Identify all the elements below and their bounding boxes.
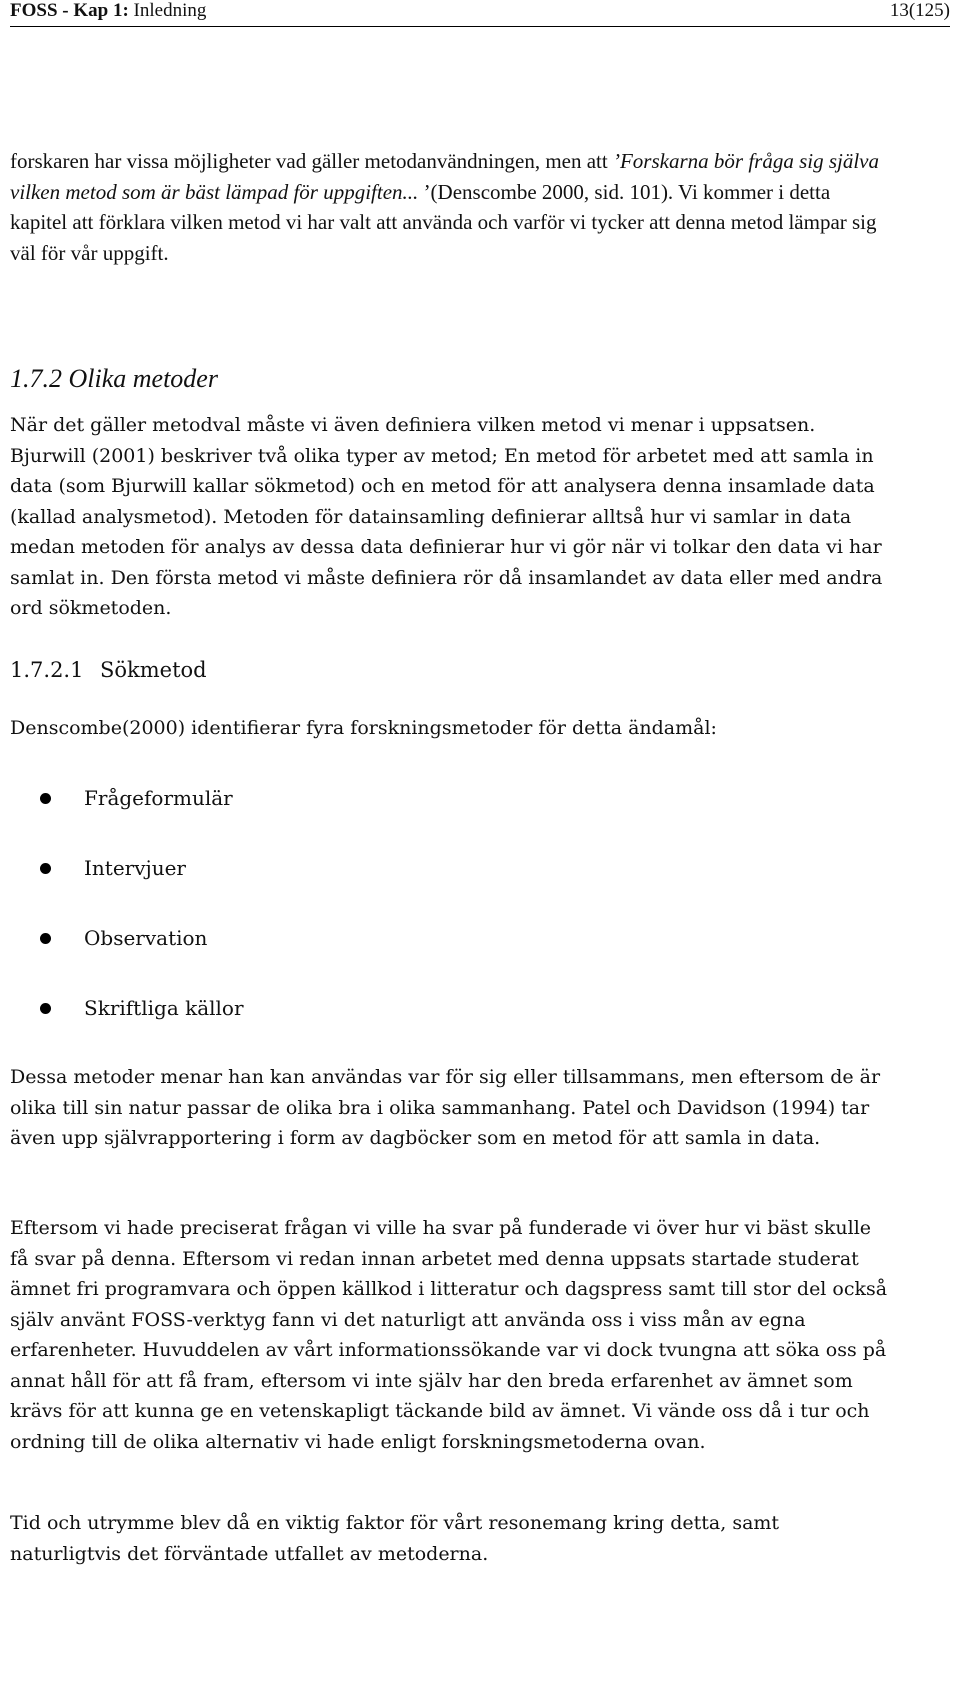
method-list [10,783,244,1063]
intro-text: forskaren har vissa möjligheter vad gäller metodanvändningen, men att [10,149,613,173]
bullet-icon [40,933,51,944]
subsection-heading [10,658,207,682]
header-title [10,0,206,22]
intro-quote: ’Forskarna bör fråga sig själva vilken metod som är bäst lämpad för uppgiften... [10,149,879,204]
intro-paragraph [10,146,890,268]
dessa-paragraph: Dessa metoder menar han kan användas var för sig eller tillsammans, men eftersom de är olika till sin natur passar de olika bra i olika sammanhang. Patel och Davidson (1994) tar även upp självrapportering i form av dagböcker som en metod för att samla in data. [10,1066,881,1149]
list-item [10,923,244,993]
page-header [10,0,950,27]
subsection-number: 1.7.2.1 [10,658,84,682]
bullet-icon [40,863,51,874]
method-label: Intervjuer [84,856,186,880]
method-label: Observation [84,926,208,950]
subsection-title: Sökmetod [100,658,207,682]
tid-paragraph: Tid och utrymme blev då en viktig faktor för vårt resonemang kring detta, samt naturligtvis det förväntade utfallet av metoderna. [10,1512,780,1565]
list-item [10,993,244,1063]
method-label: Frågeformulär [84,786,233,810]
intro-tail: ’(Denscombe 2000, sid. 101). Vi kommer i detta kapitel att förklara vilken metod vi har valt att använda och varför vi tycker att denna metod lämpar sig väl för vår uppgift. [10,179,877,265]
header-chapter-name: Inledning [128,0,207,21]
page-number: 13(125) [889,0,950,21]
list-item [10,853,244,923]
bullet-icon [40,1003,51,1014]
bullet-icon [40,793,51,804]
header-chapter: FOSS - Kap 1: [10,0,129,21]
section-heading: 1.7.2 Olika metoder [10,364,218,393]
eftersom-paragraph: Eftersom vi hade preciserat frågan vi ville ha svar på funderade vi över hur vi bäst skulle få svar på denna. Eftersom vi redan innan arbetet med denna uppsats startade studerat ämnet fri programvara och öppen källkod i litteratur och dagspress samt till stor del också själv använt FOSS-verktyg fann vi det naturligt att använda oss i viss mån av egna erfarenheter. Huvuddelen av vårt informationssökande var vi dock tvungna att söka oss på annat håll för att få fram, eftersom vi inte själv har den breda erfarenhet av ämnet som krävs för att kunna ge en vetenskapligt täckande bild av ämnet. Vi vände oss då i tur och ordning till de olika alternativ vi hade enligt forskningsmetoderna ovan. [10,1217,888,1453]
list-item [10,783,244,853]
denscombe-paragraph: Denscombe(2000) identifierar fyra forskningsmetoder för detta ändamål: [10,717,717,739]
metodval-paragraph: När det gäller metodval måste vi även definiera vilken metod vi menar i uppsatsen. Bjurwill (2001) beskriver två olika typer av metod; En metod för arbetet med att samla in data (som Bjurwill kallar sökmetod) och en metod för att analysera denna insamlade data (kallad analysmetod). Metoden för datainsamling definierar alltså hur vi samlar in data medan metoden för analys av dessa data definierar hur vi gör när vi tolkar den data vi har samlat in. Den första metod vi måste definiera rör då insamlandet av data eller med andra ord sökmetoden. [10,414,883,619]
method-label: Skriftliga källor [84,996,244,1020]
